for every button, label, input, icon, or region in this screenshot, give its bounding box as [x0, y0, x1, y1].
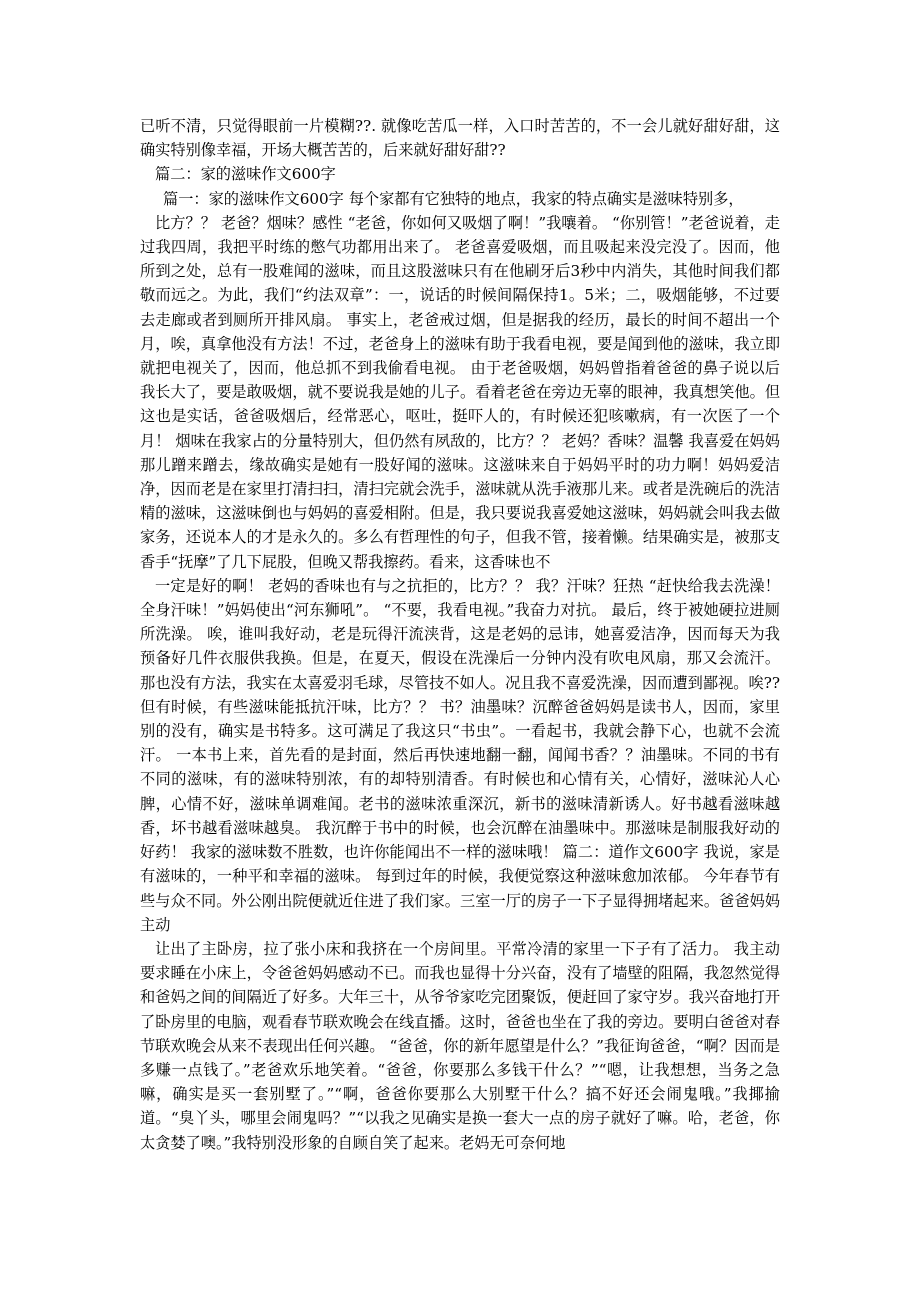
paragraph-1: 已听不清，只觉得眼前一片模糊??. 就像吃苦瓜一样，入口时苦苦的，不一会儿就好甜好甜，这确实特别像幸福，开场大概苦苦的，后来就好甜好甜?? — [140, 117, 780, 160]
paragraph-3: 篇一：家的滋味作文600字 每个家都有它独特的地点，我家的特点确实是滋味特别多， — [163, 189, 744, 208]
document-page — [140, 114, 780, 1155]
paragraph-2: 篇二：家的滋味作文600字 — [155, 165, 336, 184]
paragraph-6: 让出了主卧房，拉了张小床和我挤在一个房间里。平常冷清的家里一下子有了活力。 我主动要求睡在小床上，令爸爸妈妈感动不已。而我也显得十分兴奋，没有了墙壁的阻隔，我忽然觉得和爸妈之间的间隔近了好多。大年三十，从爷爷家吃完团聚饭，便赶回了家守岁。我兴奋地打开了卧房里的电脑，观看春节联欢晚会在线直播。这时，爸爸也坐在了我的旁边。要明白爸爸对春节联欢晚会从来不表现出任何兴趣。 “爸爸，你的新年愿望是什么？”我征询爸爸，“啊？因而是多赚一点钱了。”老爸欢乐地笑着。“爸爸，你要那么多钱干什么？”“嗯，让我想想，当务之急嘛，确实是买一套别墅了。”“啊，爸爸你要那么大别墅干什么？搞不好还会闹鬼哦。”我揶揄道。“臭丫头，哪里会闹鬼吗？”“以我之见确实是换一套大一点的房子就好了嘛。哈，老爸，你太贪婪了噢。”我特别没形象的自顾自笑了起来。老妈无可奈何地 — [140, 939, 780, 1152]
paragraph-4: 比方？？ 老爸？烟味？感性 “老爸，你如何又吸烟了啊！”我嚷着。 “你别管！”老爸说着，走过我四周，我把平时练的憋气功都用出来了。 老爸喜爱吸烟，而且吸起来没完没了。因而，他所到之处，总有一股难闻的滋味，而且这股滋味只有在他刷牙后3秒中内消失，其他时间我们都敬而远之。为此，我们“约法双章”：一，说话的时候间隔保持1。5米；二，吸烟能够，不过要去走廊或者到厕所开排风扇。 事实上，老爸戒过烟，但是据我的经历，最长的时间不超出一个月，唉，真拿他没有方法！不过，老爸身上的滋味有助于我看电视，要是闻到他的滋味，我立即就把电视关了，因而，他总抓不到我偷看电视。 由于老爸吸烟，妈妈曾指着爸爸的鼻子说以后我长大了，要是敢吸烟，就不要说我是她的儿子。看着老爸在旁边无辜的眼神，我真想笑他。但这也是实话，爸爸吸烟后，经常恶心，呕吐，挺吓人的，有时候还犯咳嗽病，有一次医了一个月！ 烟味在我家占的分量特别大，但仍然有夙敌的，比方？？ 老妈？香味？温馨 我喜爱在妈妈那儿蹭来蹭去，缘故确实是她有一股好闻的滋味。这滋味来自于妈妈平时的功力啊！妈妈爱洁净，因而老是在家里打清扫扫，清扫完就会洗手，滋味就从洗手液那儿来。或者是洗碗后的洗洁精的滋味，这滋味倒也与妈妈的喜爱相附。但是，我只要说我喜爱她这滋味，妈妈就会叫我去做家务，还说本人的才是永久的。多么有哲理性的句子，但我不管，接着懒。结果确实是，被那支香手“抚摩”了几下屁股，但晚又帮我擦药。看来，这香味也不 — [140, 213, 780, 571]
paragraph-5: 一定是好的啊！ 老妈的香味也有与之抗拒的，比方？？ 我？汗味？狂热 “赶快给我去洗澡！全身汗味！”妈妈使出“河东狮吼”。 “不要，我看电视。”我奋力对抗。 最后，终于被她硬拉进厕所洗澡。 唉，谁叫我好动，老是玩得汗流浃背，这是老妈的忌讳，她喜爱洁净，因而每天为我预备好几件衣服供我换。但是，在夏天，假设在洗澡后一分钟内没有吹电风扇，那又会流汗。 那也没有方法，我实在太喜爱羽毛球，尽管技不如人。况且我不喜爱洗澡，因而遭到鄙视。唉?? 但有时候，有些滋味能抵抗汗味，比方？？ 书？油墨味？沉醉爸爸妈妈是读书人，因而，家里别的没有，确实是书特多。这可满足了我这只“书虫”。一看起书，我就会静下心，也就不会流汗。 一本书上来，首先看的是封面，然后再快速地翻一翻，闻闻书香？？油墨味。不同的书有不同的滋味，有的滋味特别浓，有的却特别清香。有时候也和心情有关，心情好，滋味沁人心脾，心情不好，滋味单调难闻。老书的滋味浓重深沉，新书的滋味清新诱人。好书越看滋味越香，坏书越看滋味越臭。 我沉醉于书中的时候，也会沉醉在油墨味中。那滋味是制服我好动的好药！ 我家的滋味数不胜数，也许你能闻出不一样的滋味哦！ 篇二：道作文600字 我说，家是有滋味的，一种平和幸福的滋味。 每到过年的时候，我便觉察这种滋味愈加浓郁。 今年春节有些与众不同。外公刚出院便就近住进了我们家。三室一厅的房子一下子显得拥堵起来。爸爸妈妈主动 — [140, 576, 780, 934]
